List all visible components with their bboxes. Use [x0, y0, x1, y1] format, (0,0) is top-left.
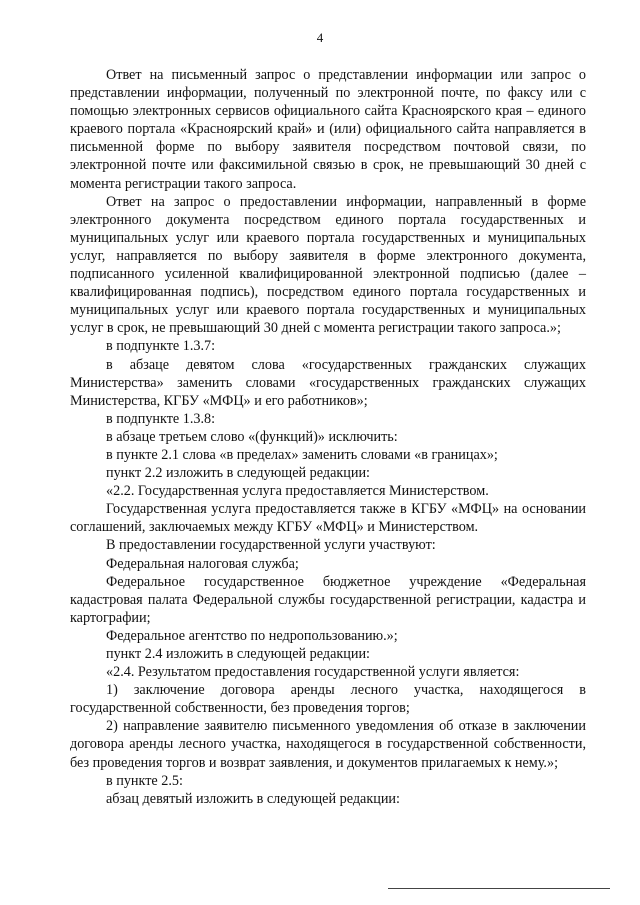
paragraph: 1) заключение договора аренды лесного участка, находящегося в государственной собственности, без проведения торгов; — [70, 682, 586, 717]
paragraph: в подпункте 1.3.7: — [106, 338, 216, 355]
paragraph: в пункте 2.1 слова «в пределах» заменить словами «в границах»; — [106, 446, 498, 463]
paragraph: пункт 2.4 изложить в следующей редакции: — [106, 646, 370, 662]
paragraph: Ответ на письменный запрос о представлении информации или запрос о представлении информации, полученный по электронной почте, по факсу или с помощью электронных сервисов официального сайта Красноярского края – единого краевого портала «Красноярский край» и (или) официального сайта направляется в письменной форме по выбору заявителя посредством почтовой связи, по электронной почте или факсимильной связью в срок, не превышающий 30 дней с момента регистрации такого запроса. — [70, 67, 586, 192]
page-bottom-rule — [388, 888, 610, 889]
paragraph: в абзаце третьем слово «(функций)» исключить: — [106, 428, 398, 445]
paragraph: пункт 2.2 изложить в следующей редакции: — [106, 465, 370, 482]
paragraph: в пункте 2.5: — [106, 772, 183, 789]
paragraph: абзац девятый изложить в следующей редакции: — [106, 790, 400, 807]
page-number: 4 — [316, 30, 324, 45]
paragraph: Федеральное агентство по недропользованию.»; — [106, 627, 398, 644]
paragraph: «2.2. Государственная услуга предоставляется Министерством. — [106, 483, 489, 500]
paragraph: Государственная услуга предоставляется также в КГБУ «МФЦ» на основании соглашений, заключаемых между КГБУ «МФЦ» и Министерством. — [70, 501, 586, 536]
paragraph: «2.4. Результатом предоставления государственной услуги является: — [106, 664, 520, 681]
paragraph: Ответ на запрос о предоставлении информации, направленный в форме электронного документа посредством единого портала государственных и муниципальных услуг или краевого портала государственных и муниципальных услуг, направляется по выбору заявителя в форме электронного документа, подписанного усиленной квалифицированной электронной подписью (далее – квалифицированная подпись), посредством единого портала государственных и муниципальных услуг или краевого портала государственных и муниципальных услуг в срок, не превышающий 30 дней с момента регистрации такого запроса.»; — [70, 193, 586, 337]
document-body — [70, 66, 586, 808]
paragraph: в абзаце девятом слова «государственных гражданских служащих Министерства» заменить словами «государственных гражданских служащих Министерства, КГБУ «МФЦ» и его работников»; — [70, 356, 586, 409]
paragraph: 2) направление заявителю письменного уведомления об отказе в заключении договора аренды лесного участка, находящегося в государственной собственности, без проведения торгов и возврат заявления, и документов прилагаемых к нему.»; — [70, 718, 586, 771]
paragraph: Федеральное государственное бюджетное учреждение «Федеральная кадастровая палата Федеральной службы государственной регистрации, кадастра и картографии; — [70, 573, 586, 626]
paragraph: в подпункте 1.3.8: — [106, 410, 216, 427]
paragraph: В предоставлении государственной услуги участвуют: — [106, 537, 436, 554]
paragraph: Федеральная налоговая служба; — [106, 555, 299, 572]
